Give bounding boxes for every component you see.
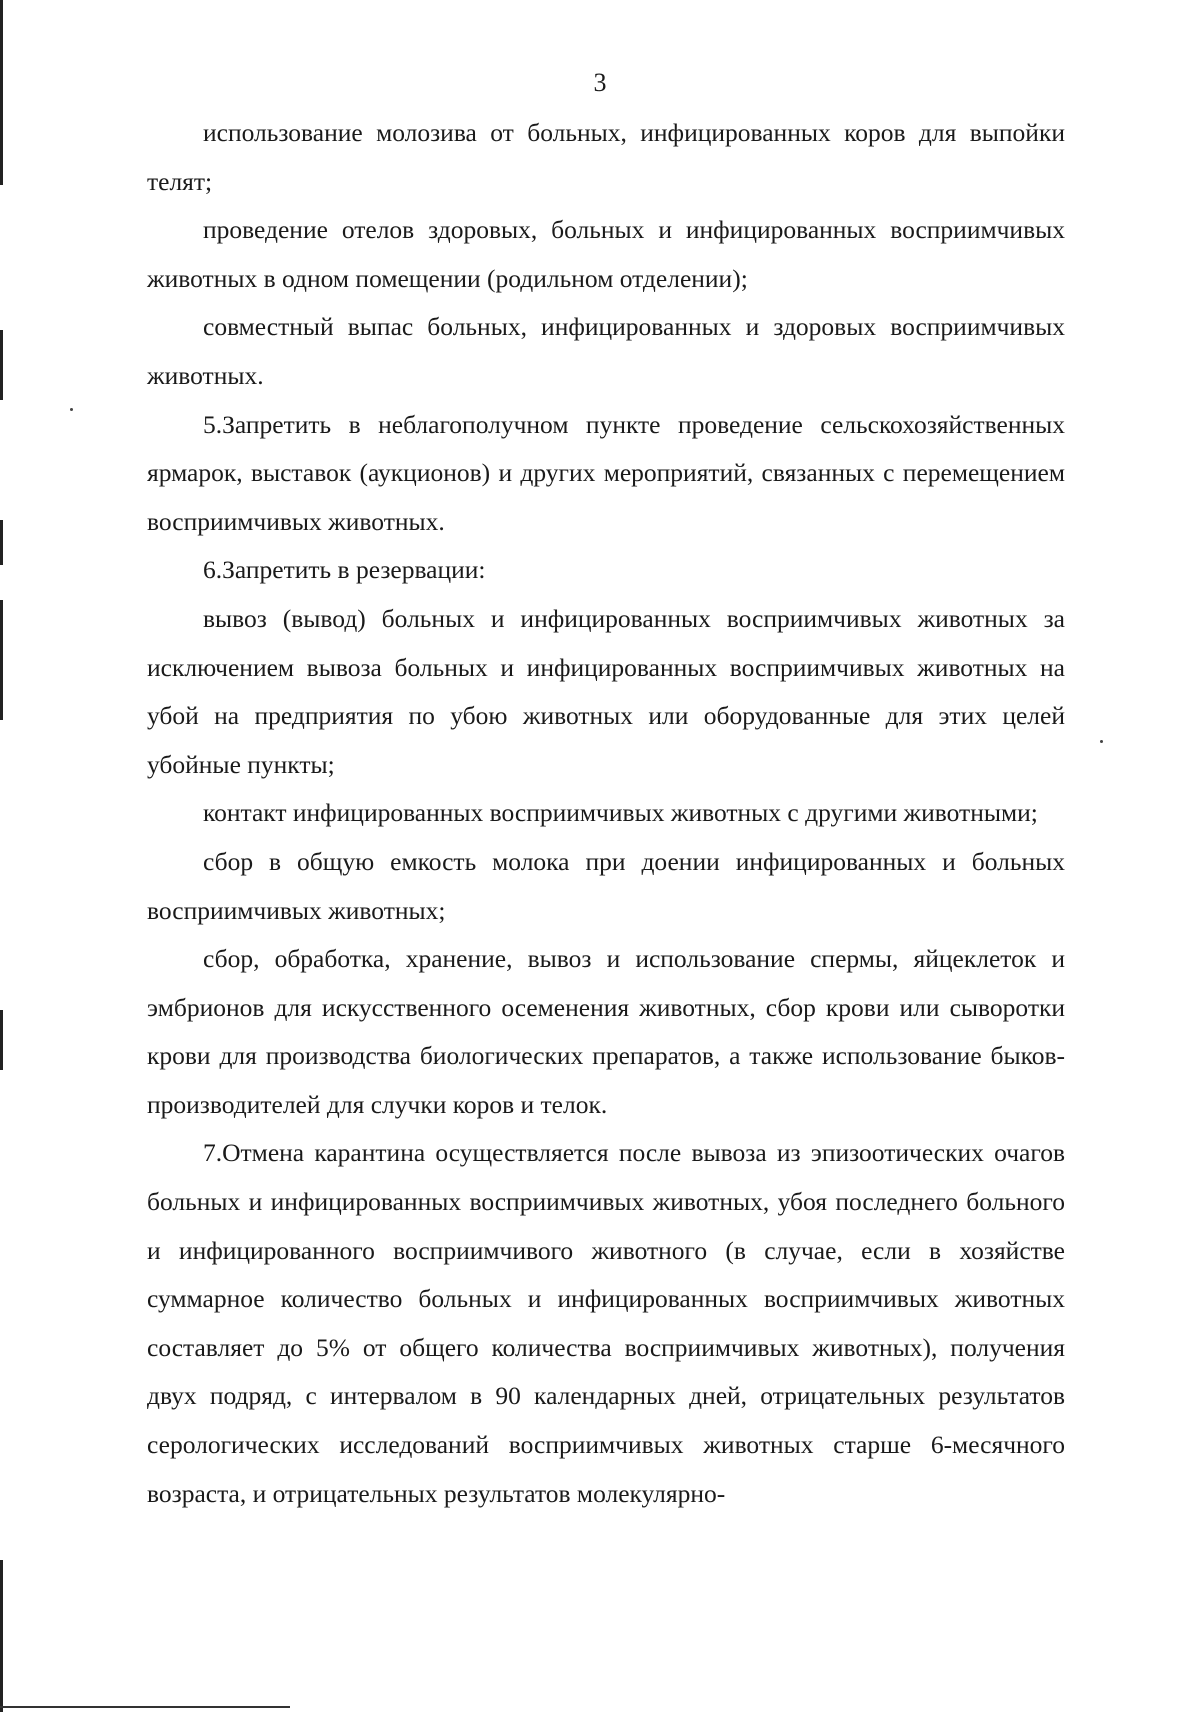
paragraph: совместный выпас больных, инфицированных и здоровых восприимчивых животных. [147,312,1065,390]
scan-edge-mark [0,520,3,565]
scan-speck [1100,740,1103,743]
scan-bottom-edge [0,1706,290,1708]
scan-edge-mark [0,330,3,400]
paragraph: контакт инфицированных восприимчивых животных с другими животными; [203,798,1038,828]
page-number: 3 [593,68,607,97]
paragraph: 5.Запретить в неблагополучном пункте проведение сельскохозяйственных ярмарок, выставок (аукционов) и других мероприятий, связанных с перемещением восприимчивых животных. [147,409,1065,536]
paragraph: использование молозива от больных, инфицированных коров для выпойки телят; [147,118,1065,196]
paragraph: 6.Запретить в резервации: [203,555,486,585]
paragraph: 7.Отмена карантина осуществляется после вывоза из эпизоотических очагов больных и инфицированных восприимчивых животных, убоя последнего больного и инфицированного восприимчивого животного (в случае, если в хозяйстве суммарное количество больных и инфицированных восприимчивых животных составляет до 5% от общего количества восприимчивых животных), получения двух подряд, с интервалом в 90 календарных дней, отрицательных результатов серологических исследований восприимчивых животных старше 6-месячного возраста, и отрицательных результатов молекулярно- [147,1138,1065,1508]
paragraph: проведение отелов здоровых, больных и инфицированных восприимчивых животных в одном помещении (родильном отделении); [147,215,1065,293]
paragraph: сбор, обработка, хранение, вывоз и использование спермы, яйцеклеток и эмбрионов для искусственного осеменения животных, сбор крови или сыворотки крови для производства биологических препаратов, а также использование быков-производителей для случки коров и телок. [147,944,1065,1119]
scan-speck [70,408,73,411]
paragraph: вывоз (вывод) больных и инфицированных восприимчивых животных за исключением вывоза больных и инфицированных восприимчивых животных на убой на предприятия по убою животных или оборудованные для этих целей убойные пункты; [147,603,1065,779]
scan-edge-mark [0,1560,3,1712]
paragraph: сбор в общую емкость молока при доении инфицированных и больных восприимчивых животных; [147,846,1065,925]
scan-edge-mark [0,600,3,720]
document-body [147,109,1065,1518]
scan-edge-mark [0,1010,3,1070]
